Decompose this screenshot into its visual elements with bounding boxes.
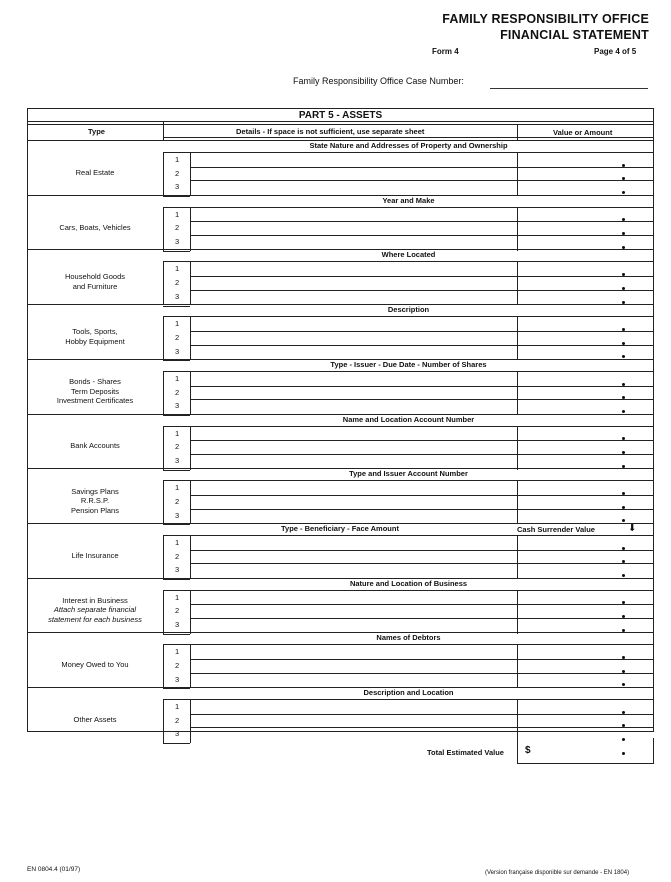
section-header: Type and Issuer Account Number <box>349 469 468 479</box>
value-input[interactable] <box>521 154 616 166</box>
details-input[interactable] <box>194 646 513 658</box>
row-number: 3 <box>175 620 180 629</box>
asset-type-label <box>27 168 163 178</box>
col-details-header: Details - If space is not sufficient, use separate sheet <box>236 127 425 136</box>
row-number: 3 <box>175 729 180 739</box>
value-input[interactable] <box>521 318 616 330</box>
details-input[interactable] <box>194 551 513 563</box>
asset-type-label <box>27 272 163 291</box>
decimal-dot <box>622 574 625 577</box>
section-header: Names of Debtors <box>376 633 441 643</box>
page-number: Page 4 of 5 <box>594 47 637 56</box>
value-input[interactable] <box>521 332 616 344</box>
section-header-rule <box>163 426 654 427</box>
section-header-rule <box>163 207 654 208</box>
details-input[interactable] <box>194 564 513 576</box>
value-col-divider-header <box>517 124 518 140</box>
row-number: 1 <box>175 592 180 602</box>
value-col-divider <box>517 371 518 415</box>
row-number: 2 <box>175 606 180 616</box>
value-col-divider <box>517 261 518 305</box>
asset-type-label <box>27 377 163 406</box>
part-title-divider <box>27 121 654 122</box>
total-decimal-dot <box>622 752 625 755</box>
details-input[interactable] <box>194 373 513 385</box>
row-number: 2 <box>175 715 180 725</box>
value-col-divider <box>517 152 518 196</box>
part-title-divider-double <box>27 124 654 125</box>
value-input[interactable] <box>521 537 616 549</box>
number-col-divider <box>190 207 191 251</box>
number-col-divider <box>190 371 191 415</box>
section-header: Where Located <box>381 250 436 260</box>
section-header-rule <box>163 371 654 372</box>
value-input[interactable] <box>521 277 616 289</box>
details-input[interactable] <box>194 387 513 399</box>
value-input[interactable] <box>521 209 616 221</box>
section-header-rule <box>163 535 654 536</box>
value-input[interactable] <box>521 373 616 385</box>
type-col-divider <box>163 699 164 743</box>
value-input[interactable] <box>521 701 616 713</box>
value-input[interactable] <box>521 387 616 399</box>
details-input[interactable] <box>194 181 513 193</box>
value-input[interactable] <box>521 291 616 303</box>
french-note: (Version française disponible sur demande - EN 1804) <box>485 870 630 876</box>
value-input[interactable] <box>521 168 616 180</box>
details-input[interactable] <box>194 209 513 221</box>
section-header: Year and Make <box>382 195 435 205</box>
type-col-divider <box>163 590 164 634</box>
details-input[interactable] <box>194 168 513 180</box>
details-input[interactable] <box>194 496 513 508</box>
number-col-divider <box>190 590 191 634</box>
section-header-rule <box>163 590 654 591</box>
section-header-rule <box>163 480 654 481</box>
number-col-divider <box>190 535 191 579</box>
type-col-divider <box>163 152 164 196</box>
value-input[interactable] <box>521 181 616 193</box>
col-type-header: Type <box>88 127 105 136</box>
section-header: State Nature and Addresses of Property and Ownership <box>309 141 508 150</box>
value-col-divider <box>517 590 518 634</box>
value-input[interactable] <box>521 455 616 467</box>
details-input[interactable] <box>194 428 513 440</box>
number-col-divider <box>190 426 191 470</box>
type-col-divider <box>163 371 164 415</box>
asset-type-label <box>27 596 163 625</box>
row-number: 1 <box>175 647 180 657</box>
details-input[interactable] <box>194 728 513 740</box>
row-number: 1 <box>175 483 180 493</box>
section-header: Type - Issuer - Due Date - Number of Shares <box>330 359 487 369</box>
section-header: Nature and Location of Business <box>349 578 468 588</box>
asset-type-text: Bank Accounts <box>70 441 120 451</box>
type-col-divider-header <box>163 121 164 140</box>
row-number: 3 <box>175 401 180 411</box>
asset-type-label <box>27 551 163 561</box>
case-number-label: Family Responsibility Office Case Number: <box>293 76 464 86</box>
col-value-header: Value or Amount <box>553 128 613 137</box>
decimal-dot <box>622 410 625 413</box>
value-input[interactable] <box>521 592 616 604</box>
type-col-divider <box>163 426 164 470</box>
details-input[interactable] <box>194 263 513 275</box>
row-number: 3 <box>175 455 180 465</box>
type-col-divider <box>163 535 164 579</box>
details-input[interactable] <box>194 236 513 248</box>
details-input[interactable] <box>194 537 513 549</box>
asset-type-text: R.R.S.P. <box>80 496 110 505</box>
cash-surrender-header: Cash Surrender Value <box>517 524 595 534</box>
details-input[interactable] <box>194 510 513 522</box>
section-header-rule <box>163 699 654 700</box>
number-col-divider <box>190 480 191 524</box>
type-col-divider <box>163 316 164 360</box>
value-input[interactable] <box>521 346 616 358</box>
number-col-divider <box>190 316 191 360</box>
row-number: 2 <box>175 278 180 288</box>
details-input[interactable] <box>194 400 513 412</box>
asset-type-text: Tools, Sports, <box>72 327 118 337</box>
form-title-line1: FAMILY RESPONSIBILITY OFFICE <box>442 12 649 26</box>
row-number: 2 <box>175 661 180 670</box>
details-input[interactable] <box>194 701 513 713</box>
row-number: 1 <box>175 373 180 383</box>
value-input[interactable] <box>521 236 616 248</box>
value-input[interactable] <box>521 646 616 658</box>
row-number: 3 <box>175 237 180 247</box>
row-number: 3 <box>175 510 180 520</box>
number-col-divider <box>190 261 191 305</box>
row-number: 1 <box>175 537 180 547</box>
value-input[interactable] <box>521 482 616 494</box>
row-number: 2 <box>175 551 180 561</box>
decimal-dot <box>622 629 625 632</box>
asset-type-text: Bonds - Shares <box>69 377 121 387</box>
value-input[interactable] <box>521 551 616 563</box>
value-input[interactable] <box>521 674 616 686</box>
asset-type-text: Money Owed to You <box>61 660 129 670</box>
section-header: Type - Beneficiary - Face Amount <box>281 523 399 533</box>
row-number: 3 <box>175 565 180 575</box>
row-number: 2 <box>175 496 180 506</box>
value-col-divider <box>517 699 518 743</box>
section-header-rule <box>163 316 654 317</box>
type-col-divider <box>163 207 164 251</box>
value-input[interactable] <box>521 605 616 617</box>
details-input[interactable] <box>194 660 513 672</box>
row-number: 2 <box>175 387 180 397</box>
details-input[interactable] <box>194 441 513 453</box>
row-number: 1 <box>175 319 180 329</box>
decimal-dot <box>622 301 625 304</box>
form-number: Form 4 <box>432 47 459 56</box>
asset-type-text: Hobby Equipment <box>65 336 125 346</box>
value-col-divider <box>517 207 518 251</box>
row-number: 3 <box>175 182 180 192</box>
row-number: 1 <box>175 209 180 219</box>
row-number: 1 <box>175 428 180 438</box>
type-col-divider <box>163 644 164 688</box>
row-number: 1 <box>175 155 180 164</box>
details-input[interactable] <box>194 318 513 330</box>
section-header: Name and Location Account Number <box>342 414 475 424</box>
row-number: 3 <box>175 674 180 684</box>
asset-type-text: statement for each business <box>48 614 142 624</box>
down-arrow-icon: ⬇ <box>628 522 637 534</box>
asset-type-text: Interest in Business <box>62 595 128 605</box>
asset-type-label <box>27 660 163 670</box>
type-col-divider <box>163 480 164 524</box>
asset-type-text: Household Goods <box>64 272 126 282</box>
details-input[interactable] <box>194 455 513 467</box>
value-col-divider <box>517 426 518 470</box>
total-value-input[interactable] <box>538 746 618 758</box>
details-input[interactable] <box>194 277 513 289</box>
row-number: 3 <box>175 291 180 301</box>
form-code: EN 0804.4 (01/97) <box>27 866 81 873</box>
row-number: 2 <box>175 332 180 342</box>
details-input[interactable] <box>194 154 513 166</box>
asset-type-text: Savings Plans <box>71 486 119 496</box>
value-input[interactable] <box>521 428 616 440</box>
form-title-line2: FINANCIAL STATEMENT <box>500 28 649 42</box>
details-input[interactable] <box>194 332 513 344</box>
section-header-rule <box>163 261 654 262</box>
details-input[interactable] <box>194 605 513 617</box>
value-input[interactable] <box>521 496 616 508</box>
value-input[interactable] <box>521 619 616 631</box>
value-input[interactable] <box>521 715 616 727</box>
total-label: Total Estimated Value <box>427 748 504 757</box>
value-input[interactable] <box>521 441 616 453</box>
details-input[interactable] <box>194 346 513 358</box>
type-col-divider <box>163 261 164 305</box>
row-number: 2 <box>175 442 180 452</box>
asset-type-text: and Furniture <box>72 281 118 291</box>
value-input[interactable] <box>521 510 616 522</box>
row-number: 1 <box>175 702 180 711</box>
asset-type-label <box>27 441 163 451</box>
part-title: PART 5 - ASSETS <box>298 110 383 121</box>
row-number: 2 <box>175 168 180 178</box>
asset-type-text: Cars, Boats, Vehicles <box>59 222 131 232</box>
asset-type-text: Other Assets <box>73 714 117 724</box>
asset-type-text: Investment Certificates <box>56 396 134 406</box>
value-col-divider <box>517 316 518 360</box>
section-header-rule <box>163 152 654 153</box>
asset-type-label <box>27 487 163 516</box>
number-col-divider <box>190 699 191 743</box>
asset-type-text: Pension Plans <box>71 505 119 515</box>
value-input[interactable] <box>521 564 616 576</box>
asset-type-text: Term Deposits <box>71 386 119 396</box>
section-header: Description and Location <box>363 688 454 697</box>
row-number: 2 <box>175 223 180 233</box>
details-input[interactable] <box>194 482 513 494</box>
row-number: 3 <box>175 346 180 356</box>
decimal-dot <box>622 246 625 249</box>
details-input[interactable] <box>194 592 513 604</box>
case-number-input[interactable] <box>490 76 648 89</box>
value-input[interactable] <box>521 660 616 672</box>
decimal-dot <box>622 465 625 468</box>
section-header: Description <box>387 305 430 315</box>
number-col-divider <box>190 152 191 196</box>
value-input[interactable] <box>521 263 616 275</box>
details-input[interactable] <box>194 291 513 303</box>
total-currency: $ <box>525 745 531 756</box>
asset-type-text: Real Estate <box>75 167 115 177</box>
value-col-divider <box>517 644 518 688</box>
details-input[interactable] <box>194 715 513 727</box>
number-col-divider <box>190 644 191 688</box>
details-input[interactable] <box>194 674 513 686</box>
details-input[interactable] <box>194 619 513 631</box>
asset-type-text: Life Insurance <box>71 550 119 560</box>
value-input[interactable] <box>521 222 616 234</box>
row-number: 1 <box>175 264 180 274</box>
row-number-bottom-rule <box>163 743 190 744</box>
asset-type-label <box>27 223 163 233</box>
asset-type-label <box>27 327 163 346</box>
value-input[interactable] <box>521 400 616 412</box>
value-col-divider <box>517 480 518 524</box>
asset-type-text: Attach separate financial <box>53 605 137 615</box>
col-header-divider <box>163 137 654 138</box>
value-col-divider <box>517 535 518 579</box>
section-header-rule <box>163 644 654 645</box>
asset-type-label <box>27 715 163 725</box>
details-input[interactable] <box>194 222 513 234</box>
